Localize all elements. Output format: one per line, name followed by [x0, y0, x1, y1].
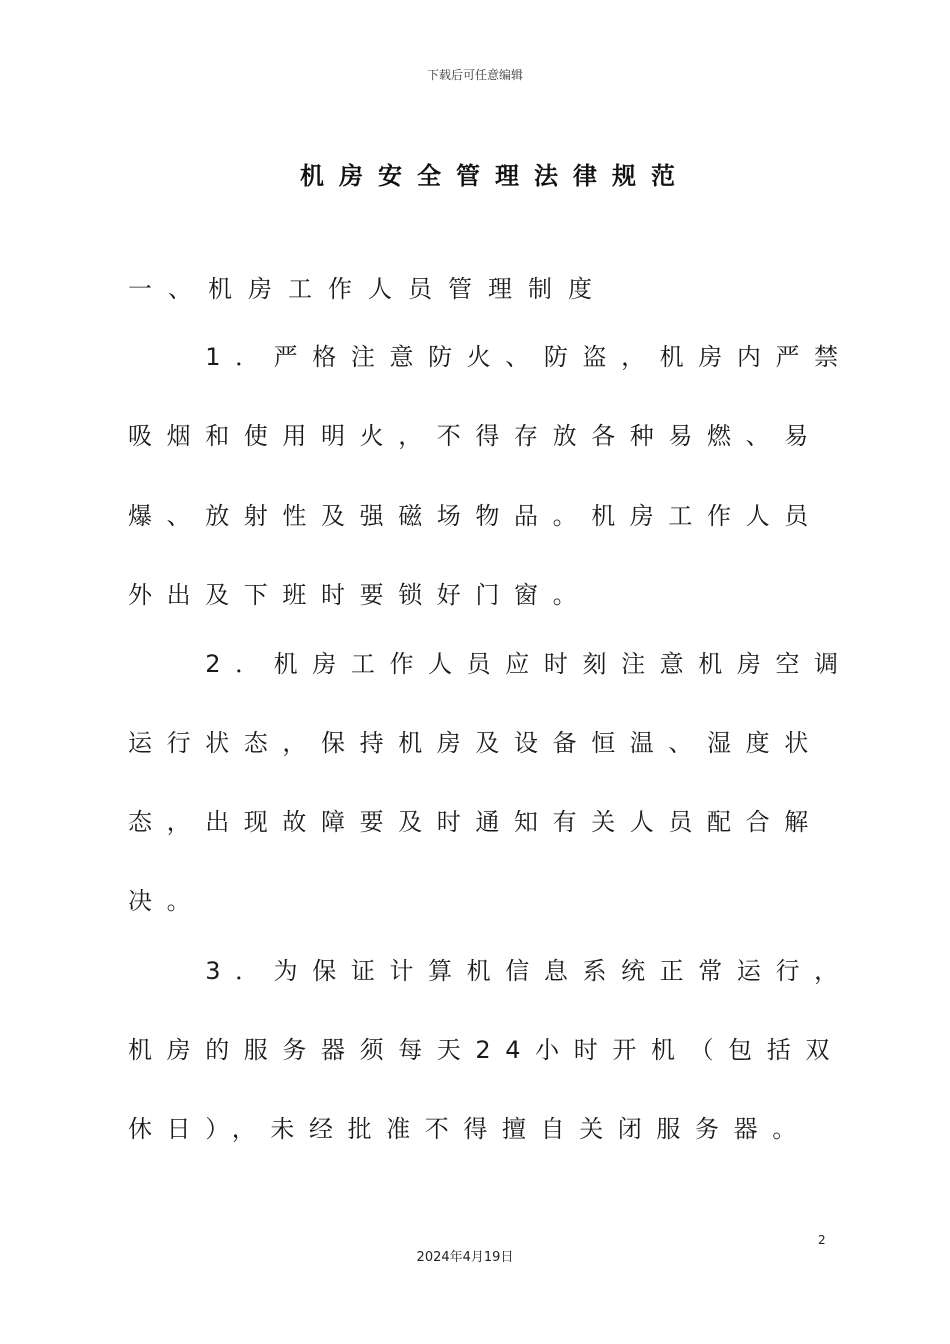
body-line: 爆、放射性及强磁场物品。机房工作人员: [128, 502, 823, 530]
body-line: 2．机房工作人员应时刻注意机房空调: [128, 650, 853, 678]
body-line: 吸烟和使用明火，不得存放各种易燃、易: [128, 422, 823, 450]
page-number: 2: [818, 1233, 826, 1247]
body-line: 态，出现故障要及时通知有关人员配合解: [128, 808, 823, 836]
body-line: 1．严格注意防火、防盗，机房内严禁: [128, 343, 853, 371]
footer-date: 2024年4月19日: [416, 1250, 514, 1265]
body-line: 3．为保证计算机信息系统正常运行，: [128, 957, 853, 985]
body-line: 运行状态，保持机房及设备恒温、湿度状: [128, 729, 823, 757]
body-line: 外出及下班时要锁好门窗。: [128, 581, 592, 609]
section-heading: 一、机房工作人员管理制度: [128, 275, 608, 303]
document-title: 机房安全管理法律规范: [300, 162, 690, 190]
body-line: 机房的服务器须每天24小时开机（包括双: [128, 1036, 844, 1064]
header-note: 下载后可任意编辑: [426, 68, 523, 82]
body-line: 休日），未经批准不得擅自关闭服务器。: [128, 1115, 811, 1143]
body-line: 决。: [128, 887, 206, 915]
